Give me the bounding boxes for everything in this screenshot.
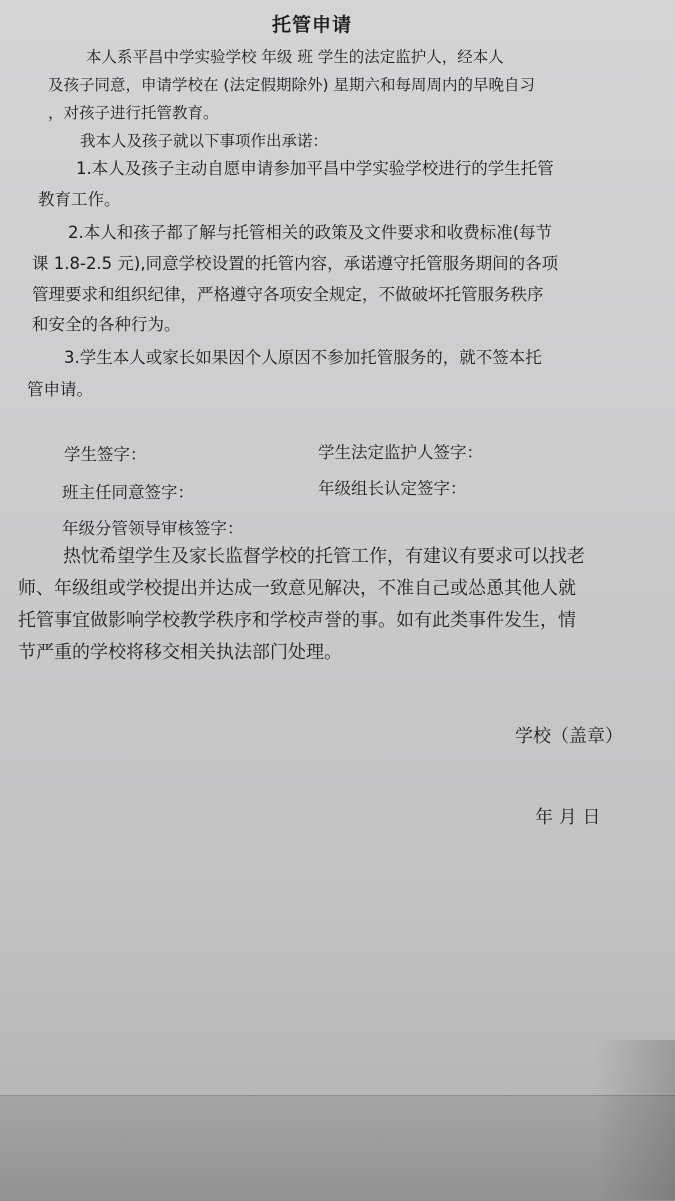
closing-line-4: 节严重的学校将移交相关执法部门处理。 (18, 642, 342, 663)
item3-line-1: 3.学生本人或家长如果因个人原因不参加托管服务的，就不签本托 (64, 348, 542, 367)
grade-leader-signature-label: 年级组长认定签字： (318, 479, 467, 498)
grade-supervisor-signature-label: 年级分管领导审核签字： (62, 519, 244, 538)
head-teacher-signature-label: 班主任同意签字： (62, 483, 194, 502)
shadow-edge (595, 1040, 675, 1200)
closing-line-2: 师、年级组或学校提出并达成一致意见解决，不准自己或怂恿其他人就 (18, 578, 576, 599)
guardian-signature-label: 学生法定监护人签字： (318, 443, 483, 462)
closing-line-3: 托管事宜做影响学校教学秩序和学校声誉的事。如有此类事件发生，情 (18, 610, 576, 631)
commitment-heading: 我本人及孩子就以下事项作出承诺： (80, 132, 329, 150)
closing-line-1: 热忱希望学生及家长监督学校的托管工作，有建议有要求可以找老 (63, 546, 585, 567)
school-stamp-label: 学校（盖章） (515, 726, 623, 747)
item2-line-3: 管理要求和组织纪律，严格遵守各项安全规定，不做破坏托管服务秩序 (32, 285, 544, 304)
item2-line-1: 2.本人和孩子都了解与托管相关的政策及文件要求和收费标准(每节 (68, 223, 553, 242)
intro-line-3: ，对孩子进行托管教育。 (48, 104, 219, 122)
paper-fold (0, 1095, 675, 1201)
document-title: 托管申请 (272, 14, 353, 36)
item1-line-2: 教育工作。 (38, 190, 121, 209)
item2-line-2: 课 1.8-2.5 元),同意学校设置的托管内容，承诺遵守托管服务期间的各项 (32, 254, 559, 273)
item3-line-2: 管申请。 (27, 380, 93, 399)
intro-line-2: 及孩子同意，申请学校在 (法定假期除外) 星期六和每周周内的早晚自习 (48, 76, 535, 94)
date-line: 年 月 日 (535, 807, 601, 828)
item2-line-4: 和安全的各种行为。 (32, 315, 181, 334)
item1-line-1: 1.本人及孩子主动自愿申请参加平昌中学实验学校进行的学生托管 (76, 159, 554, 178)
student-signature-label: 学生签字： (64, 445, 147, 464)
intro-line-1: 本人系平昌中学实验学校 年级 班 学生的法定监护人，经本人 (86, 48, 504, 66)
